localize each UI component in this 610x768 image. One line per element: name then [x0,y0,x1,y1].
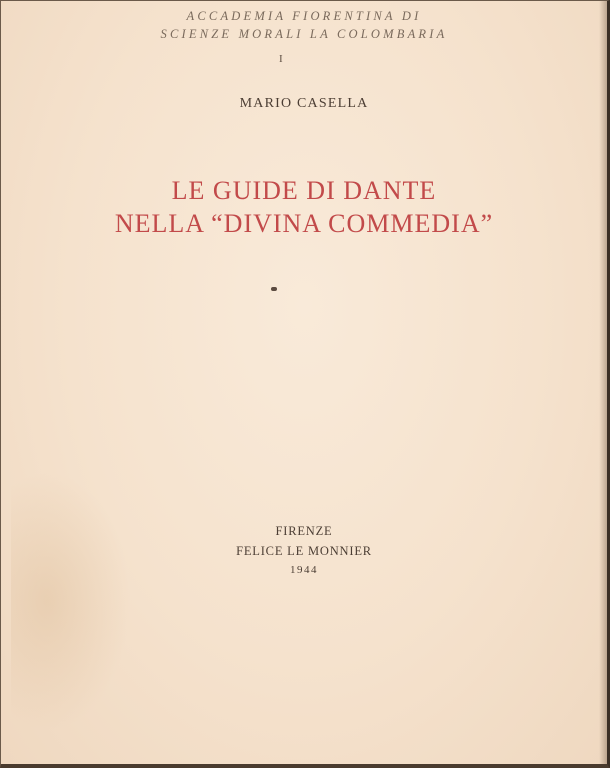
title-line-1: LE GUIDE DI DANTE [171,176,437,205]
series-line-1: ACCADEMIA FIORENTINA DI [186,9,422,23]
page-edge-shadow [599,1,607,764]
title-line-2: NELLA “DIVINA COMMEDIA” [114,209,494,238]
imprint-city: FIRENZE [275,524,333,538]
series-number: I [279,53,283,65]
imprint-year: 1944 [290,564,318,576]
paper-stain [11,471,131,731]
imprint-publisher: FELICE LE MONNIER [236,544,372,558]
author-name: MARIO CASELLA [239,96,369,111]
series-line-2: SCIENZE MORALI LA COLOMBARIA [160,27,448,41]
ornament-dot [271,287,277,291]
